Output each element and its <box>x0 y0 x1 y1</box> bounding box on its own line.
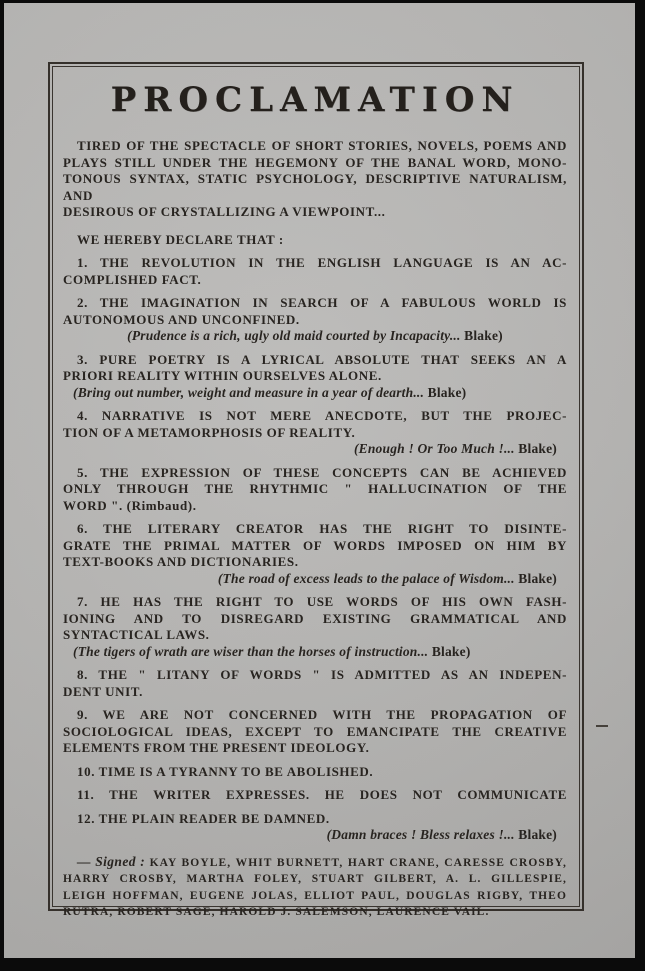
text-line: HARRY CROSBY, MARTHA FOLEY, STUART GILBERT, A. L. GILLESPIE, <box>63 873 567 885</box>
quote-attribution: Blake) <box>518 570 557 586</box>
quote-attribution: Blake) <box>427 384 467 400</box>
text-line: RUTRA, ROBERT SAGE, HAROLD J. SALEMSON, LAURENCE VAIL. <box>63 906 490 918</box>
blake-quote <box>63 571 567 588</box>
text-line <box>63 854 567 872</box>
declaration-item-6 <box>63 521 567 587</box>
quote-attribution: Blake) <box>431 643 471 659</box>
quote-text: (The tigers of wrath are wiser than the horses of instruction... <box>73 643 429 659</box>
scan-mark <box>596 725 608 727</box>
text-line: TION OF A METAMORPHOSIS OF REALITY. <box>63 424 356 440</box>
blake-quote <box>63 385 567 402</box>
text-line: PLAYS STILL UNDER THE HEGEMONY OF THE BANAL WORD, MONO- <box>63 154 567 170</box>
magazine-page <box>4 3 635 958</box>
text-line: 10. TIME IS A TYRANNY TO BE ABOLISHED. <box>77 763 374 779</box>
text-line: LEIGH HOFFMAN, EUGENE JOLAS, ELLIOT PAUL, DOUGLAS RIGBY, THEO <box>63 889 567 902</box>
text-line: 8. THE " LITANY OF WORDS " IS ADMITTED AS AN INDEPEN- <box>77 667 567 682</box>
intro-paragraph <box>63 138 567 221</box>
quote-text: (Bring out number, weight and measure in a year of dearth... <box>73 384 425 400</box>
text-line: ELEMENTS FROM THE PRESENT IDEOLOGY. <box>63 740 370 755</box>
text-line: WE HEREBY DECLARE THAT : <box>77 231 284 247</box>
signatory-names: KAY BOYLE, WHIT BURNETT, HART CRANE, CARESSE CROSBY, <box>149 856 567 869</box>
text-line: 5. THE EXPRESSION OF THESE CONCEPTS CAN BE ACHIEVED <box>77 464 567 480</box>
text-line: 11. THE WRITER EXPRESSES. HE DOES NOT COMMUNICATE <box>77 787 567 802</box>
text-line: 1. THE REVOLUTION IN THE ENGLISH LANGUAGE IS AN AC- <box>77 255 567 270</box>
text-line: 6. THE LITERARY CREATOR HAS THE RIGHT TO DISINTE- <box>77 521 567 536</box>
declaration-item-10 <box>63 764 567 781</box>
text-line: TIRED OF THE SPECTACLE OF SHORT STORIES, NOVELS, POEMS AND <box>77 138 567 153</box>
text-line: GRATE THE PRIMAL MATTER OF WORDS IMPOSED ON HIM BY <box>63 537 567 553</box>
quote-text: (Enough ! Or Too Much !... <box>353 441 515 456</box>
text-line: 7. HE HAS THE RIGHT TO USE WORDS OF HIS OWN FASH- <box>77 594 567 609</box>
declaration-item-2 <box>63 295 567 345</box>
text-line: SYNTACTICAL LAWS. <box>63 627 210 642</box>
quote-text: (Damn braces ! Bless relaxes !... <box>326 827 515 842</box>
quote-attribution: Blake) <box>518 441 557 456</box>
text-line: WORD ". (Rimbaud). <box>63 497 197 513</box>
text-line: 9. WE ARE NOT CONCERNED WITH THE PROPAGATION OF <box>77 707 567 722</box>
text-line: ONLY THROUGH THE RHYTHMIC " HALLUCINATION OF THE <box>63 481 567 496</box>
declaration-item-7 <box>63 594 567 660</box>
proclamation-title: PROCLAMATION <box>110 80 520 120</box>
text-line: TEXT-BOOKS AND DICTIONARIES. <box>63 554 299 569</box>
text-line: IONING AND TO DISREGARD EXISTING GRAMMATICAL AND <box>63 610 567 626</box>
declaration-item-4 <box>63 408 567 458</box>
text-line: PRIORI REALITY WITHIN OURSELVES ALONE. <box>63 368 382 383</box>
text-line: 12. THE PLAIN READER BE DAMNED. <box>77 810 330 826</box>
text-line: TONOUS SYNTAX, STATIC PSYCHOLOGY, DESCRIPTIVE NATURALISM, AND <box>63 171 567 203</box>
declaration-item-3 <box>63 352 567 402</box>
text-line: 3. PURE POETRY IS A LYRICAL ABSOLUTE THAT SEEKS AN A <box>77 351 567 367</box>
quote-text: (Prudence is a rich, ugly old maid courted by Incapacity... <box>127 328 461 343</box>
declare-line <box>63 232 567 249</box>
blake-quote <box>63 827 567 844</box>
proclamation-frame-inner <box>52 66 580 918</box>
declaration-item-1 <box>63 255 567 288</box>
text-line: DESIROUS OF CRYSTALLIZING A VIEWPOINT... <box>63 204 386 219</box>
signed-label: — Signed : <box>77 853 146 869</box>
declaration-item-12 <box>63 811 567 844</box>
declaration-item-11 <box>63 787 567 804</box>
quote-attribution: Blake) <box>518 827 557 842</box>
declaration-item-5 <box>63 465 567 515</box>
text-line: 2. THE IMAGINATION IN SEARCH OF A FABULOUS WORLD IS <box>77 295 567 310</box>
blake-quote <box>63 441 567 458</box>
text-line: 4. NARRATIVE IS NOT MERE ANECDOTE, BUT THE PROJEC- <box>77 408 567 423</box>
text-line: DENT UNIT. <box>63 683 143 699</box>
blake-quote <box>63 644 567 661</box>
proclamation-frame <box>48 62 584 918</box>
declaration-item-8 <box>63 667 567 700</box>
quote-text: (The road of excess leads to the palace of Wisdom... <box>217 570 515 586</box>
text-line: AUTONOMOUS AND UNCONFINED. <box>63 311 300 327</box>
text-line: SOCIOLOGICAL IDEAS, EXCEPT TO EMANCIPATE THE CREATIVE <box>63 723 567 739</box>
quote-attribution: Blake) <box>464 328 503 343</box>
blake-quote <box>63 328 567 345</box>
text-line: COMPLISHED FACT. <box>63 271 202 287</box>
declaration-item-9 <box>63 707 567 757</box>
signatories-paragraph <box>63 854 567 921</box>
